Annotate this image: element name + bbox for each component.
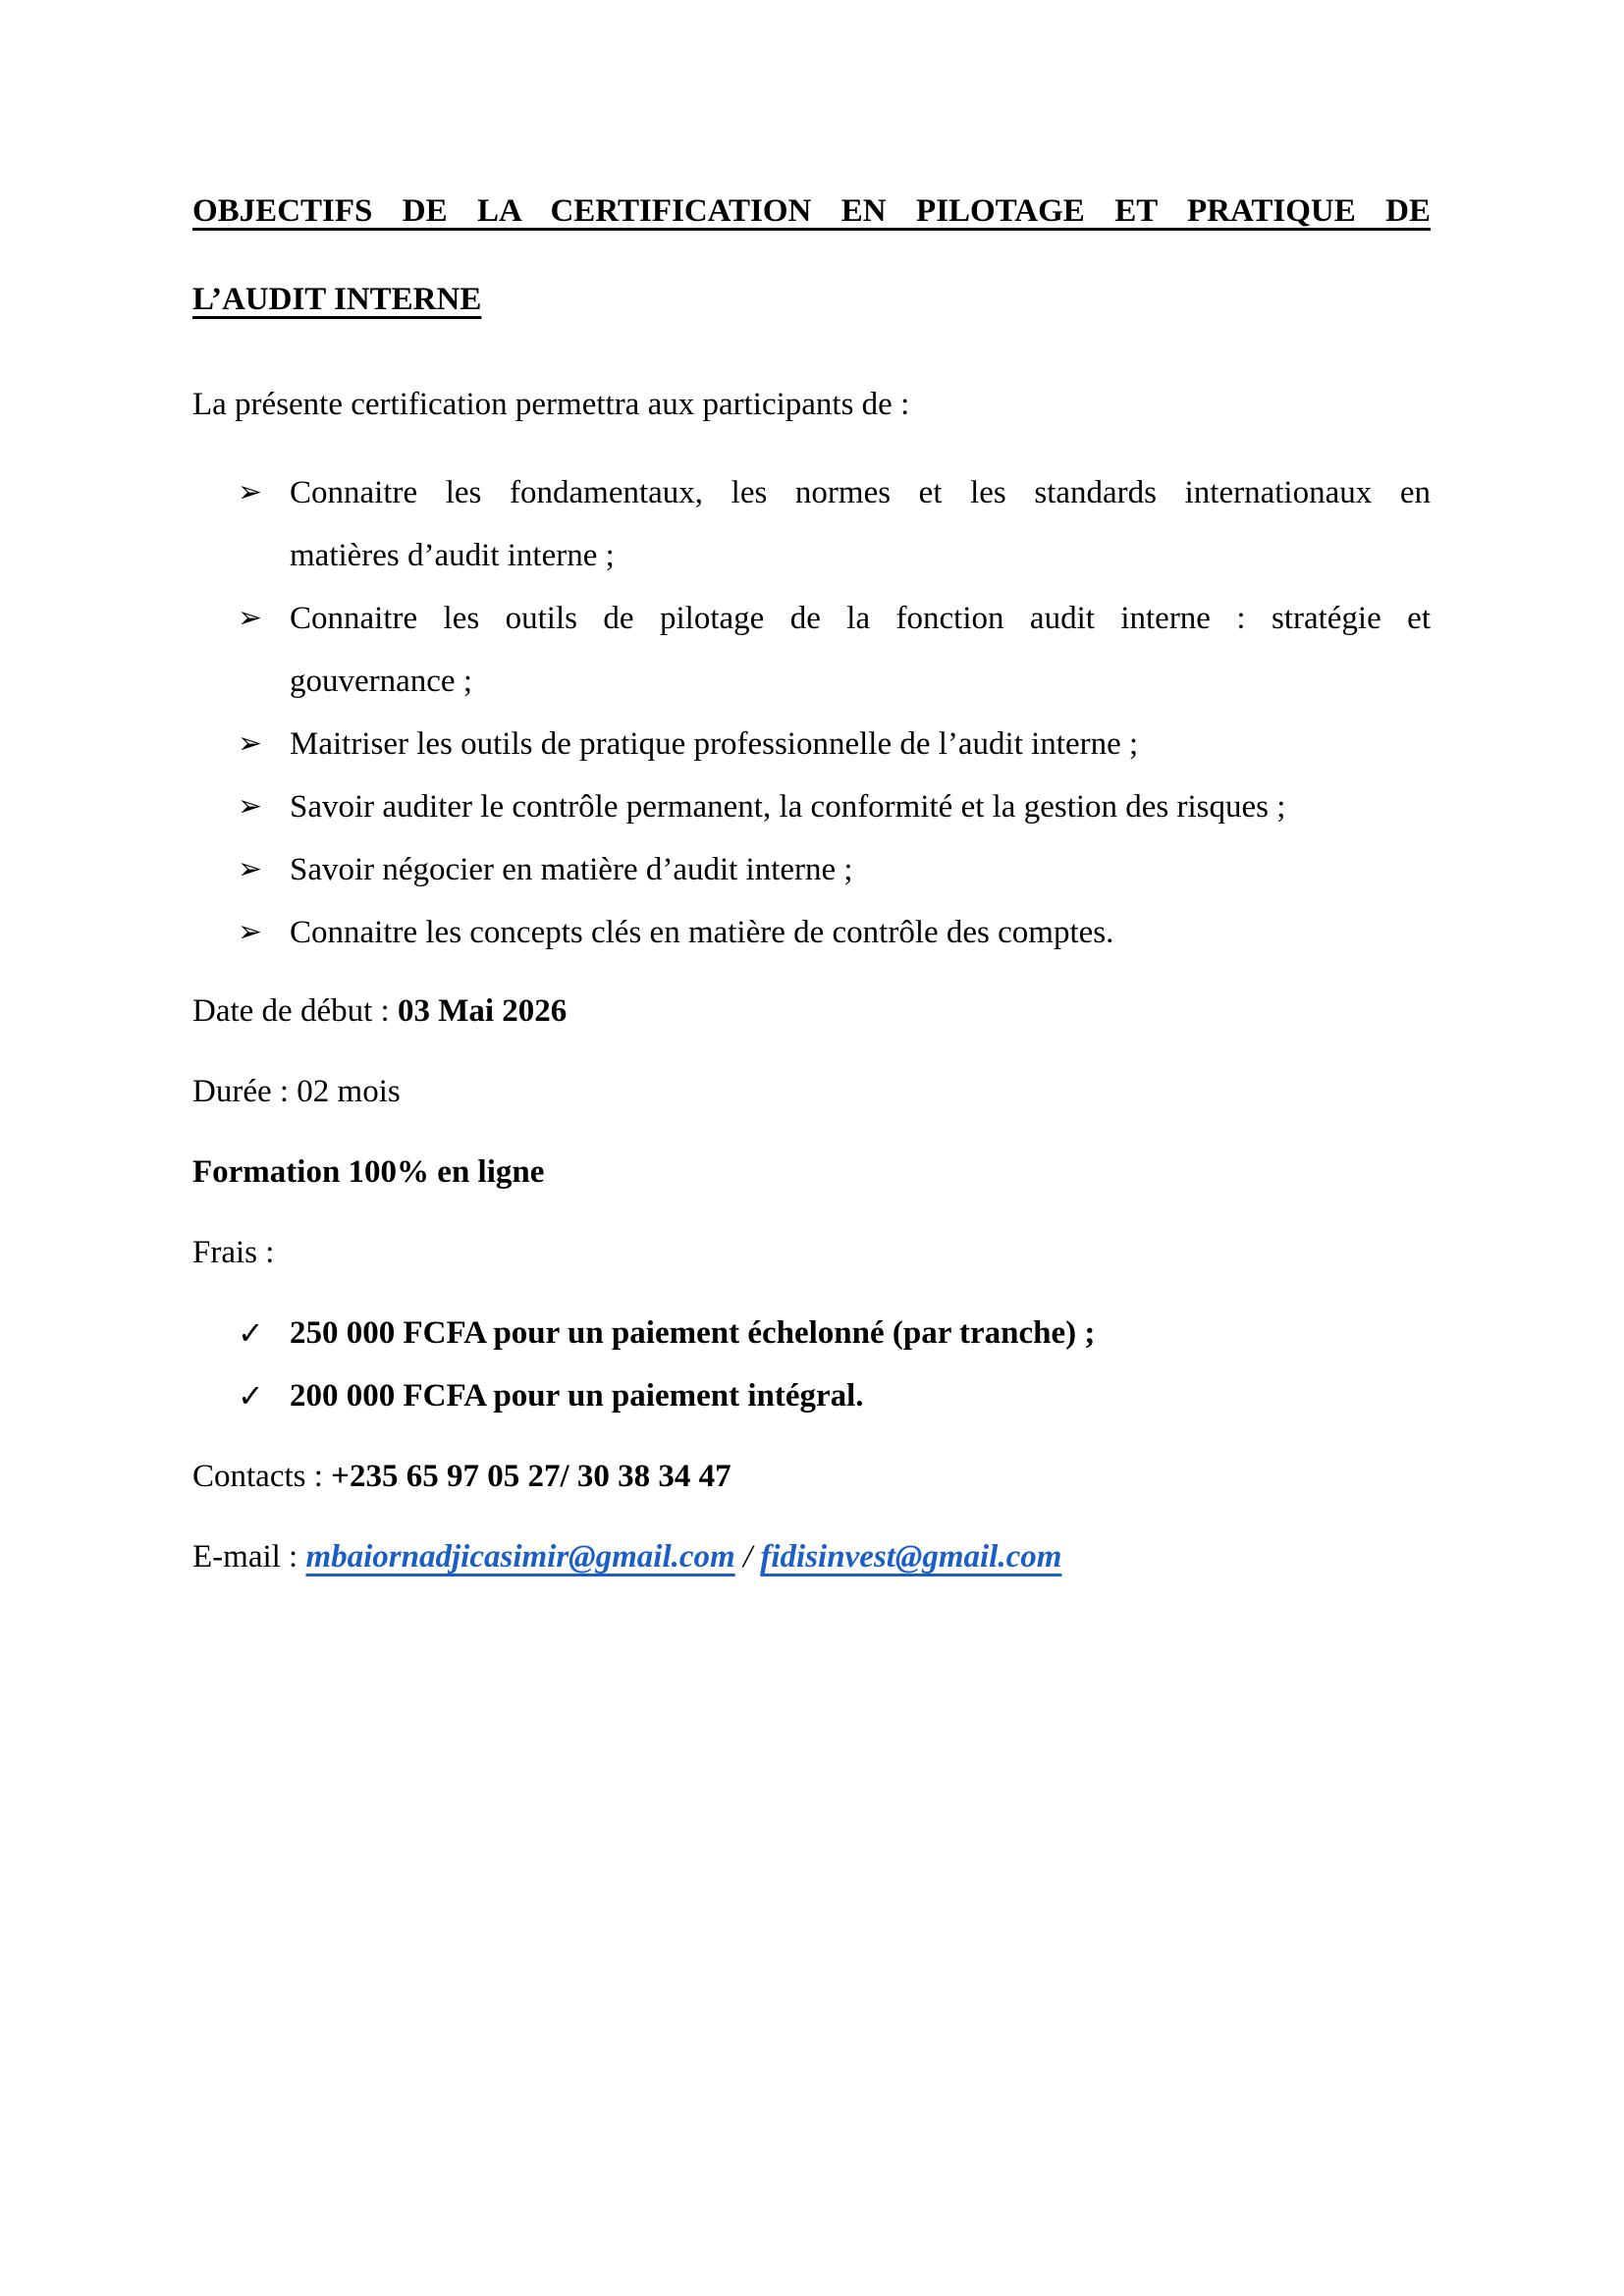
contacts-line (192, 1445, 1431, 1508)
email-separator: / (734, 1539, 761, 1575)
format-line: Formation 100% en ligne (192, 1154, 545, 1190)
title-line-1: OBJECTIFS DE LA CERTIFICATION EN PILOTAGE ET PRATIQUE DE (192, 193, 1431, 229)
objective-item-3 (192, 713, 1431, 775)
objective-item-4 (192, 775, 1431, 838)
fee-1-text: 250 000 FCFA pour un paiement échelonné (par tranche) ; (290, 1315, 1096, 1351)
fee-2-text: 200 000 FCFA pour un paiement intégral. (290, 1378, 864, 1414)
arrow-bullet-icon: ➢ (238, 915, 263, 949)
objective-5-line-1: Savoir négocier en matière d’audit interne ; (290, 852, 853, 887)
objective-item-5 (192, 838, 1431, 901)
check-bullet-icon: ✓ (238, 1377, 264, 1415)
objective-6-line-1: Connaitre les concepts clés en matière de contrôle des comptes. (290, 915, 1114, 950)
arrow-bullet-icon: ➢ (238, 601, 263, 635)
contacts-value: +235 65 97 05 27/ 30 38 34 47 (331, 1459, 731, 1494)
objective-2-line-2: gouvernance ; (290, 664, 472, 699)
contacts-label: Contacts : (192, 1459, 332, 1494)
email-link-1[interactable]: mbaiornadjicasimir@gmail.com (305, 1539, 735, 1575)
arrow-bullet-icon: ➢ (238, 789, 263, 824)
objective-item-1 (192, 461, 1431, 587)
start-date-line (192, 980, 1431, 1042)
email-line (192, 1525, 1431, 1588)
fee-item-1 (192, 1302, 1431, 1364)
email-label: E-mail : (192, 1539, 306, 1575)
objectives-list (192, 461, 1431, 964)
arrow-bullet-icon: ➢ (238, 726, 263, 761)
start-date-label: Date de début : (192, 993, 398, 1029)
start-date-value: 03 Mai 2026 (397, 993, 568, 1029)
check-bullet-icon: ✓ (238, 1314, 264, 1352)
fee-item-2 (192, 1364, 1431, 1427)
objective-3-line-1: Maitriser les outils de pratique professionnelle de l’audit interne ; (290, 726, 1139, 762)
document-title (192, 167, 1431, 344)
fees-list (192, 1302, 1431, 1427)
objective-item-2 (192, 587, 1431, 713)
objective-item-6 (192, 901, 1431, 964)
objective-4-line-1: Savoir auditer le contrôle permanent, la conformité et la gestion des risques ; (290, 789, 1286, 825)
arrow-bullet-icon: ➢ (238, 852, 263, 886)
objective-1-line-1: Connaitre les fondamentaux, les normes et les standards internationaux en (290, 475, 1431, 510)
title-line-2: L’AUDIT INTERNE (192, 282, 482, 317)
intro-paragraph: La présente certification permettra aux participants de : (192, 387, 910, 422)
fees-label: Frais : (192, 1235, 275, 1270)
duration-line: Durée : 02 mois (192, 1074, 401, 1109)
objective-1-line-2: matières d’audit interne ; (290, 538, 615, 573)
title-line-2-wrap (192, 255, 1431, 344)
arrow-bullet-icon: ➢ (238, 475, 263, 509)
objective-2-line-1: Connaitre les outils de pilotage de la fonction audit interne : stratégie et (290, 601, 1431, 636)
email-link-2[interactable]: fidisinvest@gmail.com (760, 1539, 1062, 1575)
